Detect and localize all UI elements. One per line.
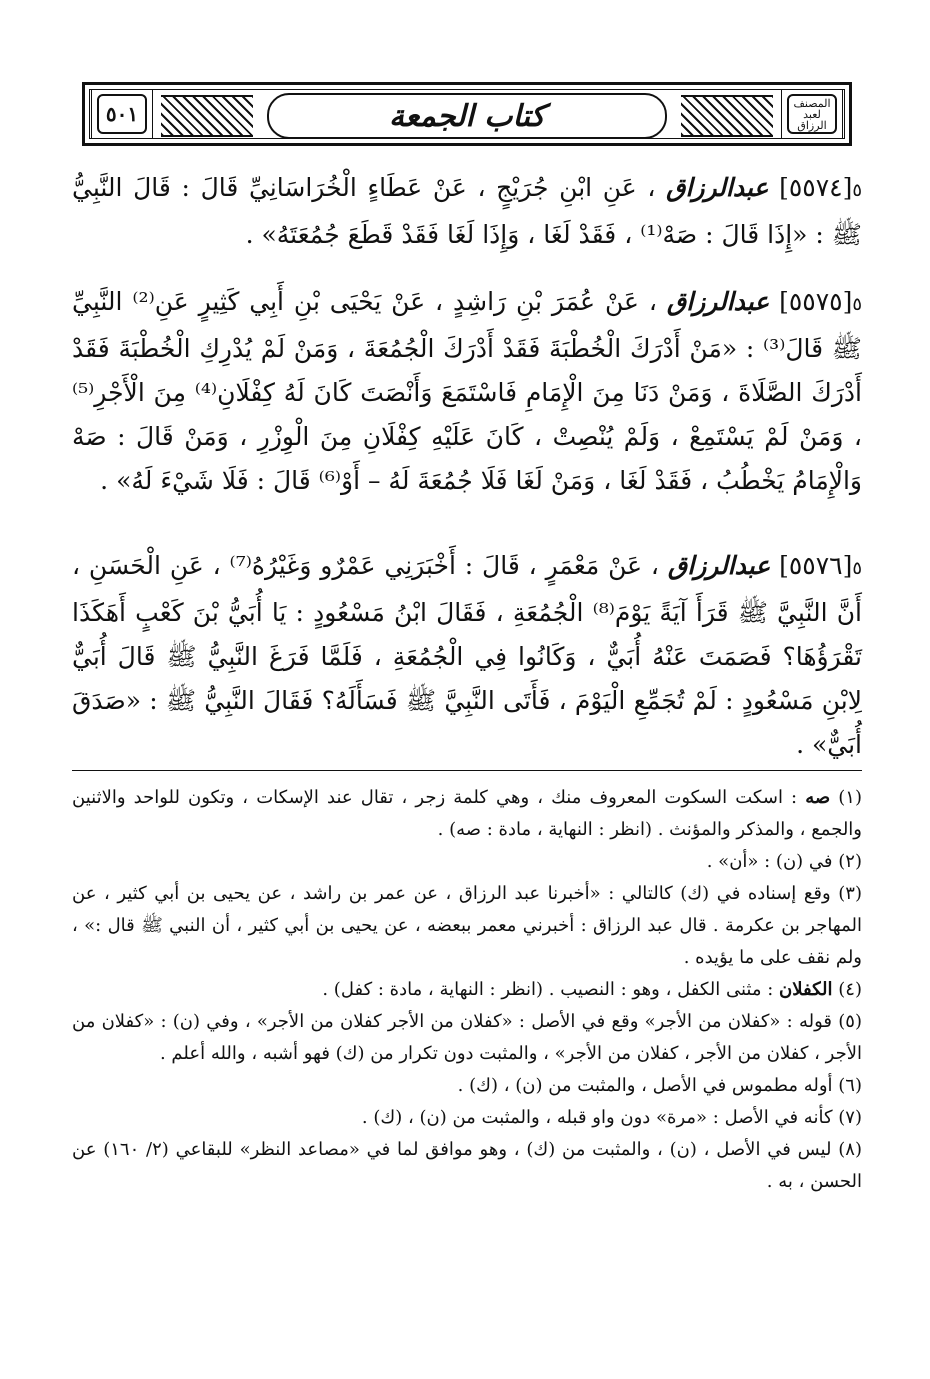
emblem-line2: لعبد الرزاق [797, 107, 827, 132]
book-title: كتاب الجمعة [389, 98, 545, 134]
footnote-4 [72, 974, 862, 1006]
hadith-5574 [72, 166, 862, 257]
footnote-8 [72, 1134, 862, 1198]
hadith-author: عبدالرزاق [666, 173, 769, 202]
page-header [82, 82, 852, 146]
hadith-text: ، عَنْ عُمَرَ بْنِ رَاشِدٍ ، عَنْ يَحْيَى بْنِ أَبِي كَثِيرٍ عَنِ⁽²⁾ النَّبِيِّ ﷺ قَالَ⁽³⁾ : «مَنْ أَدْرَكَ الْخُطْبَةَ فَقَدْ أَدْرَكَ الْجُمُعَةَ ، وَمَنْ لَمْ يُدْرِكِ الْخُطْبَةَ فَقَدْ أَدْرَكَ الصَّلَاةَ ، وَمَنْ دَنَا مِنَ الْإِمَامِ فَاسْتَمَعَ وَأَنْصَتَ كَانَ لَهُ كِفْلَانِ⁽⁴⁾ مِنَ الْأَجْرِ⁽⁵⁾ ، وَمَنْ لَمْ يَسْتَمِعْ ، وَلَمْ يُنْصِتْ ، كَانَ عَلَيْهِ كِفْلَانِ مِنَ الْوِزْرِ ، وَمَنْ قَالَ : صَهْ وَالْإِمَامُ يَخْطُبُ ، فَقَدْ لَغَا ، وَمَنْ لَغَا فَلَا جُمُعَةَ لَهُ – أَوْ⁽⁶⁾ قَالَ : فَلَا شَيْءَ لَهُ» . [72, 287, 862, 495]
ornament-band-left [161, 95, 253, 137]
hadith-number: [٥٥٧٤] [779, 173, 853, 202]
footnote-text: قوله : «كفلان من الأجر» وقع في الأصل : «كفلان من الأجر كفلان من الأجر» ، وفي (ن) : «كفلان من الأجر ، كفلان من الأجر ، كفلان من الأجر» ، والمثبت دون تكرار من (ك) فهو أشبه ، والله أعلم . [72, 1011, 862, 1064]
hadith-number: [٥٥٧٥] [779, 287, 853, 316]
footnote-mark: (٣) [838, 883, 862, 904]
footnote-text: : مثنى الكفل ، وهو : النصيب . (انظر : النهاية ، مادة : كفل) . [322, 979, 774, 1000]
hadith-author: عبدالرزاق [667, 551, 771, 580]
emblem-line1: المصنف [793, 96, 831, 110]
footnote-mark: (٥) [838, 1011, 862, 1032]
page-number: ٥٠١ [105, 101, 139, 126]
footnote-text: ليس في الأصل ، (ن) ، والمثبت من (ك) ، وهو موافق لما في «مصاعد النظر» للبقاعي (٢/ ١٦٠) عن الحسن ، به . [72, 1139, 862, 1192]
footnote-text: أوله مطموس في الأصل ، والمثبت من (ن) ، (ك) . [457, 1075, 833, 1096]
page-number-frame [97, 94, 147, 134]
hadith-marker: ٥ [852, 294, 862, 315]
footnote-text: في (ن) : «أن» . [706, 851, 833, 872]
ornament-band-right [681, 95, 773, 137]
footnote-mark: (٦) [838, 1075, 862, 1096]
footnote-mark: (١) [838, 787, 862, 808]
page-number-box [91, 89, 153, 139]
hadith-5576 [72, 544, 862, 767]
footnote-mark: (٢) [838, 851, 862, 872]
hadith-text: ، عَنِ ابْنِ جُرَيْجٍ ، عَنْ عَطَاءٍ الْخُرَاسَانِيِّ قَالَ : قَالَ النَّبِيُّ ﷺ : «إِذَا قَالَ : صَهْ⁽¹⁾ ، فَقَدْ لَغَا ، وَإِذَا لَغَا فَقَدْ قَطَعَ جُمُعَتَهُ» . [72, 173, 862, 249]
footnote-term: الكفلان [779, 979, 833, 1000]
footnote-5 [72, 1006, 862, 1070]
hadith-marker: ٥ [852, 180, 863, 201]
footnote-1 [72, 782, 862, 846]
footnote-7 [72, 1102, 862, 1134]
footnote-text: وقع إسناده في (ك) كالتالي : «أخبرنا عبد الرزاق ، عن عمر بن راشد ، عن يحيى بن أبي كثير ، عن المهاجر بن عكرمة . قال عبد الرزاق : أخبرني معمر ببعضه ، عن يحيى بن أبي كثير ، أن النبي ﷺ قال :» ، ولم نقف على ما يؤيده . [72, 883, 862, 968]
hadith-text: ، عَنْ مَعْمَرٍ ، قَالَ : أَخْبَرَنِي عَمْرٌو وَغَيْرُهُ⁽⁷⁾ ، عَنِ الْحَسَنِ ، أَنَّ النَّبِيَّ ﷺ قَرَأَ آيَةً يَوْمَ⁽⁸⁾ الْجُمُعَةِ ، فَقَالَ ابْنُ مَسْعُودٍ : يَا أُبَيُّ بْنَ كَعْبٍ أَهَكَذَا تَقْرَؤُهَا؟ فَصَمَتَ عَنْهُ أُبَيٌّ ، وَكَانُوا فِي الْجُمُعَةِ ، فَلَمَّا فَرَغَ النَّبِيُّ ﷺ قَالَ أُبَيٌّ لِابْنِ مَسْعُودٍ : لَمْ تُجَمِّعِ الْيَوْمَ ، فَأَتَى النَّبِيَّ ﷺ فَسَأَلَهُ؟ فَقَالَ النَّبِيُّ ﷺ : «صَدَقَ أُبَيٌّ» . [72, 551, 862, 759]
footnotes [72, 782, 862, 1198]
footnote-2 [72, 846, 862, 878]
emblem [781, 89, 843, 139]
title-cartouche [267, 93, 667, 139]
footnote-3 [72, 878, 862, 974]
hadith-author: عبدالرزاق [666, 287, 770, 316]
footnote-mark: (٤) [838, 979, 862, 1000]
footnote-mark: (٧) [838, 1107, 862, 1128]
footnote-mark: (٨) [838, 1139, 862, 1160]
hadith-5575 [72, 280, 862, 503]
hadith-marker: ٥ [852, 558, 862, 579]
footnote-text: : اسكت السكوت المعروف منك ، وهي كلمة زجر ، تقال عند الإسكات ، وتكون للواحد والاثنين والجمع ، والمذكر والمؤنث . (انظر : النهاية ، مادة : صه) . [72, 787, 862, 840]
footnote-term: صه [805, 787, 831, 808]
footnote-divider [72, 770, 862, 771]
hadith-number: [٥٥٧٦] [779, 551, 853, 580]
emblem-frame [787, 94, 837, 134]
footnote-6 [72, 1070, 862, 1102]
footnote-text: كأنه في الأصل : «مرة» دون واو قبله ، والمثبت من (ن) ، (ك) . [361, 1107, 833, 1128]
